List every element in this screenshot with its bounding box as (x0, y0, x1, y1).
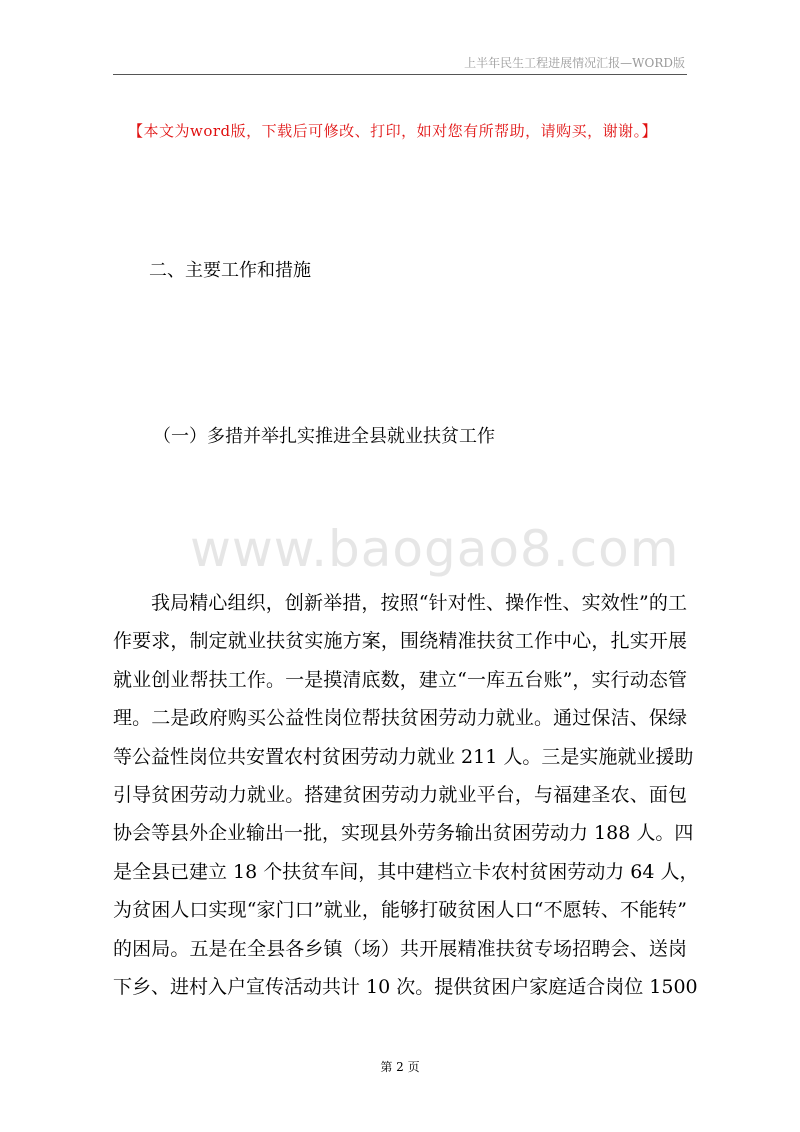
paragraph-line: 下乡、进村入户宣传活动共计 10 次。提供贫困户家庭适合岗位 1500 (113, 975, 698, 998)
paragraph-line: 就业创业帮扶工作。一是摸清底数，建立“一库五台账”，实行动态管 (113, 668, 687, 691)
section-title: 二、主要工作和措施 (149, 260, 311, 281)
paragraph-line: 理。二是政府购买公益性岗位帮扶贫困劳动力就业。通过保洁、保绿 (113, 707, 687, 730)
header-rule (113, 74, 687, 75)
running-header: 上半年民生工程进展情况汇报—WORD版 (464, 56, 685, 70)
paragraph-line: 作要求，制定就业扶贫实施方案，围绕精准扶贫工作中心，扎实开展 (113, 630, 687, 653)
download-notice: 【本文为word版，下载后可修改、打印，如对您有所帮助，请购买，谢谢。】 (128, 122, 658, 140)
watermark: www.baogao8.com (190, 520, 680, 578)
paragraph-line: 等公益性岗位共安置农村贫困劳动力就业 211 人。三是实施就业援助 (113, 745, 694, 768)
paragraph-line: 协会等县外企业输出一批，实现县外劳务输出贫困劳动力 188 人。四 (113, 822, 694, 845)
body-paragraph (113, 584, 699, 1006)
paragraph-line: 引导贫困劳动力就业。搭建贫困劳动力就业平台，与福建圣农、面包 (113, 783, 687, 806)
paragraph-line: 是全县已建立 18 个扶贫车间，其中建档立卡农村贫困劳动力 64 人， (113, 860, 699, 883)
subsection-title: （一）多措并举扎实推进全县就业扶贫工作 (153, 426, 495, 447)
paragraph-line: 为贫困人口实现“家门口”就业，能够打破贫困人口“不愿转、不能转” (113, 899, 687, 922)
paragraph-line: 我局精心组织，创新举措，按照“针对性、操作性、实效性”的工 (151, 592, 687, 614)
paragraph-line: 的困局。五是在全县各乡镇（场）共开展精准扶贫专场招聘会、送岗 (113, 937, 687, 960)
page-number: 第 2 页 (380, 1060, 420, 1074)
